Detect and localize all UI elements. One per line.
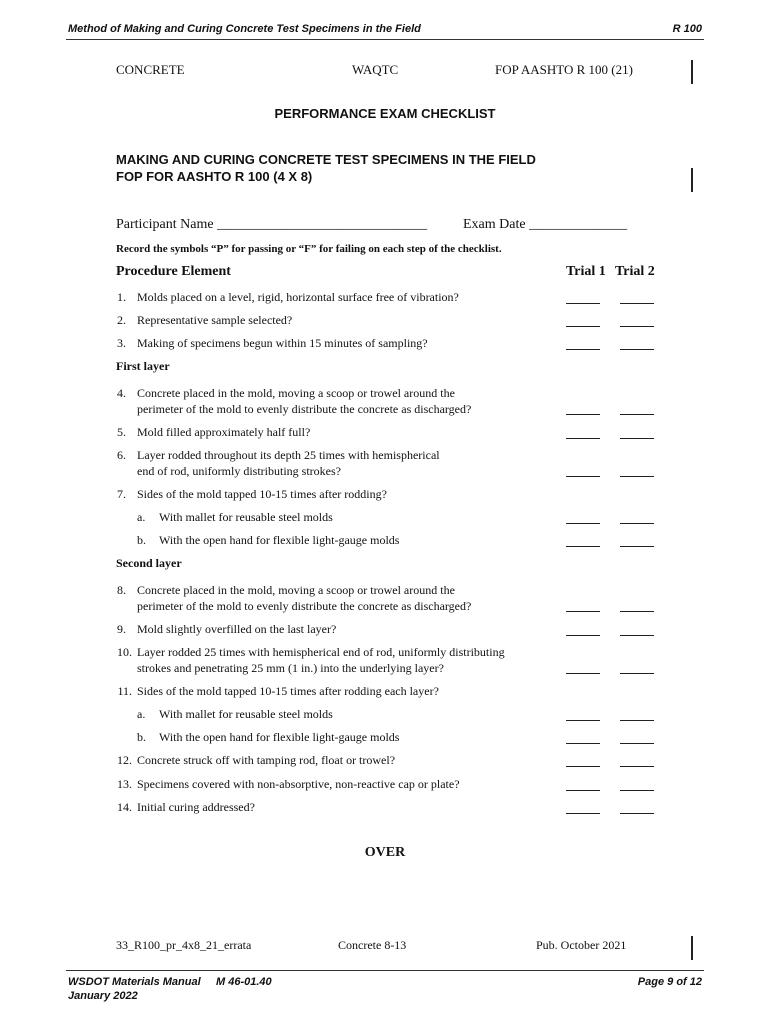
trial2-blank[interactable] bbox=[620, 438, 654, 439]
item-number: 3. bbox=[117, 336, 126, 350]
trial2-blank[interactable] bbox=[620, 523, 654, 524]
item-number: 12. bbox=[117, 753, 132, 767]
subtitle-line1: MAKING AND CURING CONCRETE TEST SPECIMENS IN THE FIELD bbox=[116, 152, 536, 167]
item-number: 11. bbox=[117, 684, 132, 698]
change-bar bbox=[691, 936, 693, 960]
page-reference: Concrete 8-13 bbox=[338, 938, 407, 952]
trial2-blank[interactable] bbox=[620, 326, 654, 327]
trial2-blank[interactable] bbox=[620, 349, 654, 350]
item-number: 4. bbox=[117, 386, 126, 400]
trial1-blank[interactable] bbox=[566, 438, 600, 439]
subitem-letter: b. bbox=[137, 533, 146, 547]
item-text: Molds placed on a level, rigid, horizontal surface free of vibration? bbox=[137, 290, 459, 304]
trial2-column-header: Trial 2 bbox=[615, 264, 655, 279]
trial1-blank[interactable] bbox=[566, 523, 600, 524]
item-number: 2. bbox=[117, 313, 126, 327]
trial1-blank[interactable] bbox=[566, 720, 600, 721]
manual-title: WSDOT Materials Manual bbox=[68, 976, 201, 988]
item-text: Concrete struck off with tamping rod, float or trowel? bbox=[137, 753, 396, 767]
trial1-column-header: Trial 1 bbox=[566, 264, 606, 279]
trial1-blank[interactable] bbox=[566, 611, 600, 612]
manual-code: M 46-01.40 bbox=[216, 976, 272, 988]
trial1-blank[interactable] bbox=[566, 414, 600, 415]
trial2-blank[interactable] bbox=[620, 546, 654, 547]
instruction-text: Record the symbols “P” for passing or “F” for failing on each step of the checklist. bbox=[116, 243, 502, 255]
item-text-line2: perimeter of the mold to evenly distribute the concrete as discharged? bbox=[137, 599, 472, 613]
item-number: 8. bbox=[117, 583, 126, 597]
item-text-line2: perimeter of the mold to evenly distribute the concrete as discharged? bbox=[137, 402, 472, 416]
trial1-blank[interactable] bbox=[566, 349, 600, 350]
running-header-code: R 100 bbox=[672, 23, 702, 35]
item-text-line1: Concrete placed in the mold, moving a scoop or trowel around the bbox=[137, 583, 455, 597]
trial2-blank[interactable] bbox=[620, 790, 654, 791]
item-text: Making of specimens begun within 15 minutes of sampling? bbox=[137, 336, 428, 350]
trial1-blank[interactable] bbox=[566, 743, 600, 744]
trial2-blank[interactable] bbox=[620, 635, 654, 636]
item-text: Specimens covered with non-absorptive, non-reactive cap or plate? bbox=[137, 777, 460, 791]
fop-label: FOP AASHTO R 100 (21) bbox=[495, 62, 633, 77]
item-text: Mold slightly overfilled on the last layer? bbox=[137, 622, 337, 636]
item-text-line1: Layer rodded 25 times with hemispherical end of rod, uniformly distributing bbox=[137, 645, 505, 659]
subitem-letter: a. bbox=[137, 510, 146, 524]
subitem-text: With the open hand for flexible light-gauge molds bbox=[159, 730, 400, 744]
item-text: Initial curing addressed? bbox=[137, 800, 255, 814]
item-number: 10. bbox=[117, 645, 132, 659]
item-number: 5. bbox=[117, 425, 126, 439]
running-header-title: Method of Making and Curing Concrete Test Specimens in the Field bbox=[68, 23, 421, 35]
item-number: 14. bbox=[117, 800, 132, 814]
item-number: 6. bbox=[117, 448, 126, 462]
trial1-blank[interactable] bbox=[566, 790, 600, 791]
item-text: Representative sample selected? bbox=[137, 313, 293, 327]
trial2-blank[interactable] bbox=[620, 673, 654, 674]
exam-date-field: Exam Date ______________ bbox=[463, 217, 628, 232]
item-text-line1: Layer rodded throughout its depth 25 times with hemispherical bbox=[137, 448, 440, 462]
procedure-column-header: Procedure Element bbox=[116, 264, 231, 279]
change-bar bbox=[691, 60, 693, 84]
change-bar bbox=[691, 168, 693, 192]
item-number: 13. bbox=[117, 777, 132, 791]
over-label: OVER bbox=[364, 845, 406, 860]
trial1-blank[interactable] bbox=[566, 546, 600, 547]
publication-date: Pub. October 2021 bbox=[536, 938, 627, 952]
item-text-line2: end of rod, uniformly distributing strokes? bbox=[137, 464, 341, 478]
section-heading-second-layer: Second layer bbox=[116, 556, 182, 570]
item-number: 1. bbox=[117, 290, 126, 304]
trial2-blank[interactable] bbox=[620, 720, 654, 721]
subitem-letter: a. bbox=[137, 707, 146, 721]
trial2-blank[interactable] bbox=[620, 476, 654, 477]
org-label: WAQTC bbox=[352, 62, 399, 77]
page-number: Page 9 of 12 bbox=[637, 976, 702, 988]
trial1-blank[interactable] bbox=[566, 766, 600, 767]
item-text-line2: strokes and penetrating 25 mm (1 in.) into the underlying layer? bbox=[137, 661, 444, 675]
category-label: CONCRETE bbox=[116, 62, 185, 77]
trial2-blank[interactable] bbox=[620, 414, 654, 415]
header-rule bbox=[66, 39, 704, 40]
item-number: 9. bbox=[117, 622, 126, 636]
subitem-letter: b. bbox=[137, 730, 146, 744]
trial1-blank[interactable] bbox=[566, 476, 600, 477]
trial2-blank[interactable] bbox=[620, 766, 654, 767]
trial2-blank[interactable] bbox=[620, 303, 654, 304]
section-heading-first-layer: First layer bbox=[116, 359, 170, 373]
checklist-title: PERFORMANCE EXAM CHECKLIST bbox=[274, 106, 496, 121]
item-text: Sides of the mold tapped 10-15 times after rodding? bbox=[137, 487, 387, 501]
trial1-blank[interactable] bbox=[566, 813, 600, 814]
subitem-text: With mallet for reusable steel molds bbox=[159, 707, 333, 721]
document-id: 33_R100_pr_4x8_21_errata bbox=[116, 938, 252, 952]
trial2-blank[interactable] bbox=[620, 813, 654, 814]
item-number: 7. bbox=[117, 487, 126, 501]
item-text-line1: Concrete placed in the mold, moving a scoop or trowel around the bbox=[137, 386, 455, 400]
trial1-blank[interactable] bbox=[566, 673, 600, 674]
subitem-text: With the open hand for flexible light-gauge molds bbox=[159, 533, 400, 547]
subitem-text: With mallet for reusable steel molds bbox=[159, 510, 333, 524]
subtitle-line2: FOP FOR AASHTO R 100 (4 X 8) bbox=[116, 169, 313, 184]
item-text: Mold filled approximately half full? bbox=[137, 425, 311, 439]
trial1-blank[interactable] bbox=[566, 303, 600, 304]
trial2-blank[interactable] bbox=[620, 743, 654, 744]
manual-date: January 2022 bbox=[68, 990, 138, 1002]
item-text: Sides of the mold tapped 10-15 times after rodding each layer? bbox=[137, 684, 439, 698]
footer-rule bbox=[66, 970, 704, 971]
trial2-blank[interactable] bbox=[620, 611, 654, 612]
trial1-blank[interactable] bbox=[566, 326, 600, 327]
participant-name-field: Participant Name ______________________________ bbox=[116, 217, 428, 232]
trial1-blank[interactable] bbox=[566, 635, 600, 636]
